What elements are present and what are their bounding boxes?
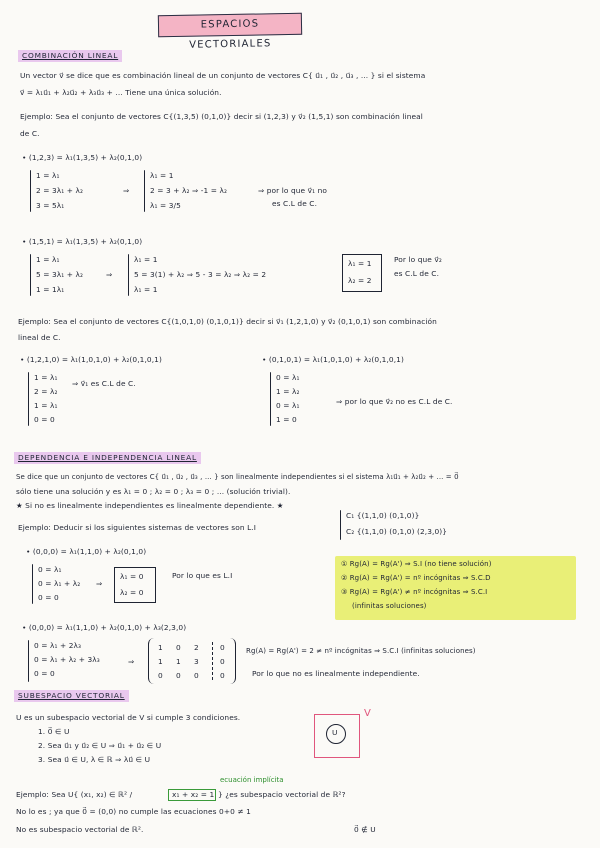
definition-line: Se dice que un conjunto de vectores C{ u⃗₁ , u⃗₂ , u⃗₃ , ... } son linealmente independientes si el sistema λ₁u⃗₁ + λ₂u⃗₂ + ... = 0⃗ <box>16 473 459 481</box>
note-line: (infinitas soluciones) <box>352 602 427 610</box>
implicit-equation: x₁ + x₂ = 1 <box>172 790 215 799</box>
system-line: 0 = 0 <box>38 593 59 602</box>
conclusion: Por lo que es L.I <box>172 571 233 580</box>
system-line: 1 = λ₁ <box>34 401 58 410</box>
equation: • (1,2,1,0) = λ₁(1,0,1,0) + λ₂(0,1,0,1) <box>20 355 162 364</box>
space-label: V <box>364 708 371 719</box>
subspace-label: U <box>332 728 338 737</box>
conclusion: ⇒ v⃗₁ es C.L de C. <box>72 379 136 388</box>
matrix-cell: 2 <box>194 643 199 652</box>
system-line: 1 = 1λ₁ <box>36 285 65 294</box>
implies-arrow: ⇒ <box>128 657 135 666</box>
system-line: 0 = λ₁ + λ₂ <box>38 579 81 588</box>
equation: • (0,0,0) = λ₁(1,1,0) + λ₂(0,1,0) <box>26 547 147 556</box>
example-statement: Ejemplo: Sea el conjunto de vectores C{(1,3,5) (0,1,0)} decir si (1,2,3) y v⃗₂ (1,5,1) son combinación lineal <box>20 112 423 121</box>
matrix-cell: 0 <box>176 671 181 680</box>
implies-arrow: ⇒ <box>123 186 130 195</box>
system-line: 0 = λ₁ + λ₂ + 3λ₃ <box>34 655 100 664</box>
example-statement: de C. <box>20 129 40 138</box>
system-line: 2 = λ₂ <box>34 387 58 396</box>
example-statement: Ejemplo: Sea el conjunto de vectores C{(1,0,1,0) (0,1,0,1)} decir si v⃗₁ (1,2,1,0) y v⃗₂ (0,1,0,1) son combinación <box>18 317 437 326</box>
definition-line: v⃗ = λ₁u⃗₁ + λ₂u⃗₂ + λ₃u⃗₃ + ... Tiene una única solución. <box>20 88 222 97</box>
section-header-subespacio: SUBESPACIO VECTORIAL <box>14 690 129 702</box>
conclusion: ⇒ por lo que v⃗₂ no es C.L de C. <box>336 397 453 406</box>
definition-line: U es un subespacio vectorial de V si cumple 3 condiciones. <box>16 713 241 722</box>
system-line: 0 = λ₁ <box>276 373 300 382</box>
equation: • (1,2,3) = λ₁(1,3,5) + λ₂(0,1,0) <box>22 153 143 162</box>
matrix-cell: 3 <box>194 657 199 666</box>
result-value: λ₂ = 2 <box>348 276 372 285</box>
result-value: λ₁ = 0 <box>120 572 144 581</box>
example-statement: lineal de C. <box>18 333 61 342</box>
system-line: 1 = λ₁ <box>34 373 58 382</box>
matrix-divider <box>212 642 214 680</box>
system-line: 1 = λ₂ <box>276 387 300 396</box>
conclusion: es C.L de C. <box>394 269 440 278</box>
definition-line: Un vector v⃗ se dice que es combinación lineal de un conjunto de vectores C{ u⃗₁ , u⃗₂ , u⃗₃ , ... } si el sistema <box>20 71 426 80</box>
matrix-cell: 1 <box>158 643 163 652</box>
system-line: 0 = λ₁ <box>276 401 300 410</box>
set-brace <box>340 510 341 540</box>
system-line: 5 = 3(1) + λ₂ ⇒ 5 - 3 = λ₂ ⇒ λ₂ = 2 <box>134 270 267 279</box>
condition: 3. Sea u⃗ ∈ U, λ ∈ ℝ ⇒ λu⃗ ∈ U <box>38 755 151 764</box>
matrix-cell: 0 <box>158 671 163 680</box>
matrix-cell: 0 <box>220 643 225 652</box>
matrix-cell: 0 <box>220 671 225 680</box>
equation: • (0,0,0) = λ₁(1,1,0) + λ₂(0,1,0) + λ₃(2,3,0) <box>22 623 187 632</box>
system-line: 2 = 3λ₁ + λ₂ <box>36 186 84 195</box>
note-line: ③ Rg(A) = Rg(A') ≠ nº incógnitas ⇒ S.C.I <box>341 588 488 596</box>
result-value: λ₁ = 1 <box>348 259 372 268</box>
conclusion: ⇒ por lo que v⃗₁ no <box>258 186 328 195</box>
system-line: 0 = 0 <box>34 669 55 678</box>
system-line: 1 = λ₁ <box>36 255 60 264</box>
system-brace <box>128 254 129 296</box>
equation: • (0,1,0,1) = λ₁(1,0,1,0) + λ₂(0,1,0,1) <box>262 355 404 364</box>
system-line: λ₁ = 3/5 <box>150 201 181 210</box>
matrix-cell: 0 <box>176 643 181 652</box>
system-line: 1 = 0 <box>276 415 297 424</box>
answer-line: No es subespacio vectorial de ℝ². <box>16 825 144 834</box>
implies-arrow: ⇒ <box>106 270 113 279</box>
condition: 2. Sea u⃗₁ y u⃗₂ ∈ U ⇒ u⃗₁ + u⃗₂ ∈ U <box>38 741 162 750</box>
note-line: ② Rg(A) = Rg(A') = nº incógnitas ⇒ S.C.D <box>341 574 491 582</box>
system-line: λ₁ = 1 <box>150 171 174 180</box>
conclusion: es C.L de C. <box>272 199 318 208</box>
matrix-cell: 0 <box>220 657 225 666</box>
condition: 1. 0⃗ ∈ U <box>38 727 70 736</box>
system-brace <box>32 564 33 604</box>
example-statement: Ejemplo: Deducir si los siguientes sistemas de vectores son L.I <box>18 523 257 532</box>
rank-statement: Rg(A) = Rg(A') = 2 ≠ nº incógnitas ⇒ S.C.I (infinitas soluciones) <box>246 647 476 655</box>
equation: • (1,5,1) = λ₁(1,3,5) + λ₂(0,1,0) <box>22 237 143 246</box>
implies-arrow: ⇒ <box>96 579 103 588</box>
system-line: 2 = 3 + λ₂ ⇒ -1 = λ₂ <box>150 186 228 195</box>
system-brace <box>144 170 145 212</box>
matrix-cell: 0 <box>194 671 199 680</box>
system-line: 3 = 5λ₁ <box>36 201 65 210</box>
vector-set: C₁ {(1,1,0) (0,1,0)} <box>346 511 420 520</box>
system-line: 0 = λ₁ + 2λ₃ <box>34 641 82 650</box>
definition-line: sólo tiene una solución y es λ₁ = 0 ; λ₂ = 0 ; λ₃ = 0 ; ... (solución trivial). <box>16 487 291 496</box>
result-value: λ₂ = 0 <box>120 588 144 597</box>
system-brace <box>28 640 29 682</box>
conclusion: Por lo que v⃗₂ <box>394 255 442 264</box>
answer-note: 0⃗ ∉ U <box>354 825 376 834</box>
system-brace <box>28 372 29 426</box>
system-line: λ₁ = 1 <box>134 285 158 294</box>
vector-set: C₂ {(1,1,0) (0,1,0) (2,3,0)} <box>346 527 448 536</box>
matrix-cell: 1 <box>176 657 181 666</box>
conclusion: Por lo que no es linealmente independiente. <box>252 669 420 678</box>
section-header-combinacion: COMBINACIÓN LINEAL <box>18 50 122 62</box>
system-brace <box>30 170 31 212</box>
example-statement: Ejemplo: Sea U{ (x₁, x₂) ∈ ℝ² / <box>16 790 133 799</box>
system-line: 0 = λ₁ <box>38 565 62 574</box>
system-line: λ₁ = 1 <box>134 255 158 264</box>
system-brace <box>30 254 31 296</box>
section-header-dependencia: DEPENDENCIA E INDEPENDENCIA LINEAL <box>14 452 201 464</box>
note-line: ① Rg(A) = Rg(A') ⇒ S.I (no tiene solución) <box>341 560 492 568</box>
page-title: ESPACIOS VECTORIALES <box>158 13 302 38</box>
system-line: 1 = λ₁ <box>36 171 60 180</box>
matrix-cell: 1 <box>158 657 163 666</box>
system-brace <box>270 372 271 426</box>
annotation-implicit-equation: ecuación implícita <box>220 776 284 784</box>
example-statement: } ¿es subespacio vectorial de ℝ²? <box>218 790 346 799</box>
system-line: 5 = 3λ₁ + λ₂ <box>36 270 84 279</box>
definition-line: ★ Si no es linealmente independientes es linealmente dependiente. ★ <box>16 501 284 510</box>
answer-line: No lo es ; ya que 0⃗ = (0,0) no cumple las ecuaciones 0+0 ≠ 1 <box>16 807 251 816</box>
system-line: 0 = 0 <box>34 415 55 424</box>
